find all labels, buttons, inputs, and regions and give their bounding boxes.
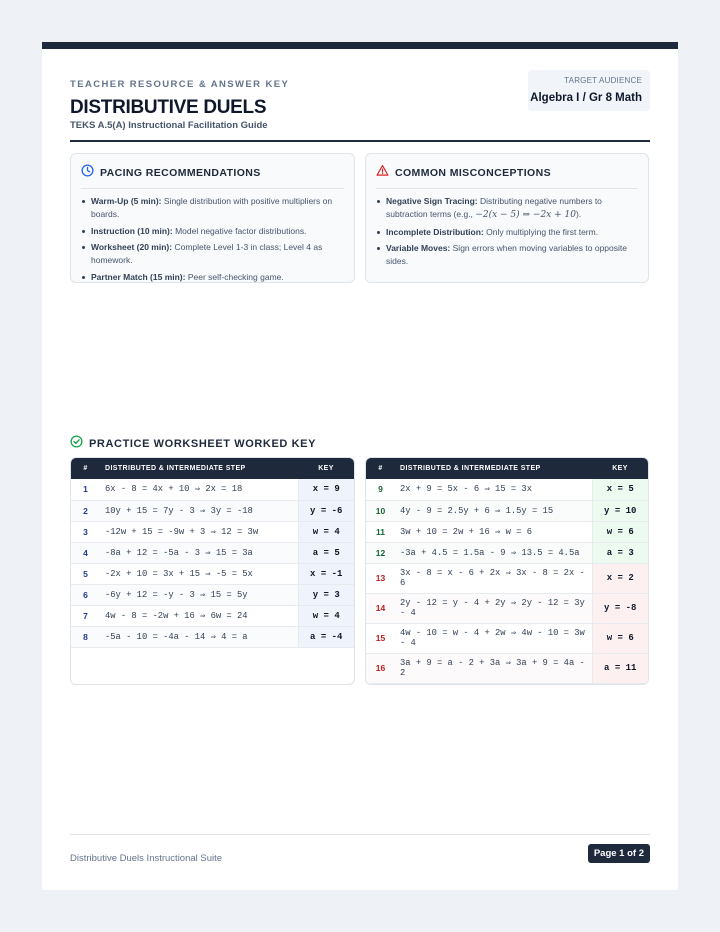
misconceptions-title: COMMON MISCONCEPTIONS [395, 167, 551, 179]
intermediate-step: -12w + 15 = -9w + 3 ⇒ 12 = 3w [100, 521, 298, 542]
answer-table [71, 458, 354, 648]
table-row [71, 479, 354, 500]
pacing-item-label: Instruction (10 min): [91, 225, 173, 236]
answer-key-table-right [365, 457, 649, 685]
misconception-label: Variable Moves: [386, 243, 451, 254]
problem-number: 1 [71, 479, 100, 500]
footer-divider [70, 834, 650, 835]
answer-key: x = 9 [298, 479, 354, 500]
table-row [71, 563, 354, 584]
table-row [71, 521, 354, 542]
answer-key: a = -4 [298, 626, 354, 647]
column-header-number: # [366, 458, 395, 479]
resource-eyebrow: TEACHER RESOURCE & ANSWER KEY [70, 79, 290, 90]
pacing-card [70, 153, 355, 283]
header-divider [70, 140, 650, 142]
table-row [366, 563, 648, 593]
worksheet-page [42, 42, 678, 890]
answer-key: y = -6 [298, 500, 354, 521]
misconception-tail: ). [575, 208, 582, 219]
problem-number: 5 [71, 563, 100, 584]
list-item [385, 226, 638, 239]
audience-badge [528, 70, 650, 111]
answer-key: x = 2 [592, 563, 648, 593]
worksheet-heading [70, 435, 316, 453]
table-row [71, 626, 354, 647]
intermediate-step: 6x - 8 = 4x + 10 ⇒ 2x = 18 [100, 479, 298, 500]
problem-number: 14 [366, 593, 395, 623]
footer-suite-name: Distributive Duels Instructional Suite [70, 853, 223, 864]
answer-key: a = 11 [592, 653, 648, 683]
check-circle-icon [70, 435, 83, 453]
answer-key-table-left [70, 457, 355, 685]
intermediate-step: 3a + 9 = a - 2 + 3a ⇒ 3a + 9 = 4a - 2 [395, 653, 592, 683]
intermediate-step: -3a + 4.5 = 1.5a - 9 ⇒ 13.5 = 4.5a [395, 542, 592, 563]
pacing-item-label: Worksheet (20 min): [91, 242, 173, 253]
pacing-list [81, 195, 344, 284]
answer-key: a = 5 [298, 542, 354, 563]
intermediate-step: 4w - 10 = w - 4 + 2w ⇒ 4w - 10 = 3w - 4 [395, 623, 592, 653]
problem-number: 15 [366, 623, 395, 653]
pacing-item-text: Model negative factor distributions. [175, 225, 307, 236]
misconceptions-list [376, 195, 638, 268]
problem-number: 11 [366, 521, 395, 542]
table-row [366, 653, 648, 683]
answer-key: a = 3 [592, 542, 648, 563]
misconception-label: Incomplete Distribution: [386, 226, 484, 237]
pacing-item-text: Complete Level 1-3 in class; Level 4 as homework. [91, 242, 323, 266]
answer-key: y = 3 [298, 584, 354, 605]
intermediate-step: 3w + 10 = 2w + 16 ⇒ w = 6 [395, 521, 592, 542]
answer-key: w = 4 [298, 605, 354, 626]
pacing-item-text: Single distribution with positive multipliers on boards. [91, 196, 333, 219]
intermediate-step: 2x + 9 = 5x - 6 ⇒ 15 = 3x [395, 479, 592, 500]
table-row [71, 542, 354, 563]
table-row [366, 623, 648, 653]
intermediate-step: 2y - 12 = y - 4 + 2y ⇒ 2y - 12 = 3y - 4 [395, 593, 592, 623]
answer-key: y = -8 [592, 593, 648, 623]
pacing-item-label: Warm-Up (5 min): [91, 196, 162, 206]
intermediate-step: 4w - 8 = -2w + 16 ⇒ 6w = 24 [100, 605, 298, 626]
pacing-title: PACING RECOMMENDATIONS [100, 167, 261, 179]
table-row [366, 479, 648, 500]
page-content [70, 49, 650, 890]
problem-number: 2 [71, 500, 100, 521]
table-row [71, 584, 354, 605]
list-item [90, 225, 344, 238]
worksheet-title: PRACTICE WORKSHEET WORKED KEY [89, 438, 317, 450]
answer-key: x = 5 [592, 479, 648, 500]
answer-key: w = 6 [592, 623, 648, 653]
column-header-number: # [71, 458, 100, 479]
warning-icon [376, 164, 389, 182]
answer-key: w = 6 [592, 521, 648, 542]
intermediate-step: -5a - 10 = -4a - 14 ⇒ 4 = a [100, 626, 298, 647]
intermediate-step: -2x + 10 = 3x + 15 ⇒ -5 = 5x [100, 563, 298, 584]
list-item [90, 195, 344, 221]
pacing-item-text: Peer self-checking game. [187, 271, 284, 282]
table-row [366, 593, 648, 623]
table-header-row [366, 458, 648, 479]
list-item [385, 242, 638, 268]
problem-number: 8 [71, 626, 100, 647]
intermediate-step: -6y + 12 = -y - 3 ⇒ 15 = 5y [100, 584, 298, 605]
table-row [71, 500, 354, 521]
column-header-key: KEY [298, 458, 354, 479]
list-item [385, 195, 638, 222]
problem-number: 10 [366, 500, 395, 521]
answer-key: x = -1 [298, 563, 354, 584]
column-header-step: DISTRIBUTED & INTERMEDIATE STEP [395, 458, 592, 479]
problem-number: 16 [366, 653, 395, 683]
list-item [90, 271, 344, 284]
intermediate-step: 4y - 9 = 2.5y + 6 ⇒ 1.5y = 15 [395, 500, 592, 521]
page-subtitle: TEKS A.5(A) Instructional Facilitation Guide [70, 120, 268, 131]
problem-number: 4 [71, 542, 100, 563]
problem-number: 13 [366, 563, 395, 593]
table-row [366, 542, 648, 563]
page-number-badge: Page 1 of 2 [588, 844, 650, 863]
misconceptions-card-header [376, 164, 638, 189]
problem-number: 6 [71, 584, 100, 605]
table-header-row [71, 458, 354, 479]
problem-number: 12 [366, 542, 395, 563]
page-title: DISTRIBUTIVE DUELS [70, 97, 267, 118]
pacing-item-label: Partner Match (15 min): [91, 271, 186, 282]
problem-number: 3 [71, 521, 100, 542]
misconception-text: Sign errors when moving variables to opposite sides. [386, 243, 627, 267]
misconception-text: Only multiplying the first term. [486, 226, 599, 237]
answer-key: y = 10 [592, 500, 648, 521]
table-row [366, 521, 648, 542]
column-header-key: KEY [592, 458, 648, 479]
intermediate-step: 10y + 15 = 7y - 3 ⇒ 3y = -18 [100, 500, 298, 521]
math-example: −2(x − 5) ⇒ −2x + 10 [475, 209, 576, 220]
misconception-text: Distributing negative numbers to subtraction terms (e.g., [386, 196, 602, 219]
intermediate-step: 3x - 8 = x - 6 + 2x ⇒ 3x - 8 = 2x - 6 [395, 563, 592, 593]
table-row [366, 500, 648, 521]
problem-number: 7 [71, 605, 100, 626]
column-header-step: DISTRIBUTED & INTERMEDIATE STEP [100, 458, 298, 479]
misconceptions-card [365, 153, 649, 283]
problem-number: 9 [366, 479, 395, 500]
list-item [90, 241, 344, 267]
audience-label: TARGET AUDIENCE [564, 76, 642, 85]
misconception-label: Negative Sign Tracing: [386, 196, 478, 206]
answer-key: w = 4 [298, 521, 354, 542]
pacing-card-header [81, 164, 344, 189]
table-row [71, 605, 354, 626]
audience-value: Algebra I / Gr 8 Math [530, 92, 642, 104]
answer-table [366, 458, 648, 684]
intermediate-step: -8a + 12 = -5a - 3 ⇒ 15 = 3a [100, 542, 298, 563]
clock-icon [81, 164, 94, 182]
